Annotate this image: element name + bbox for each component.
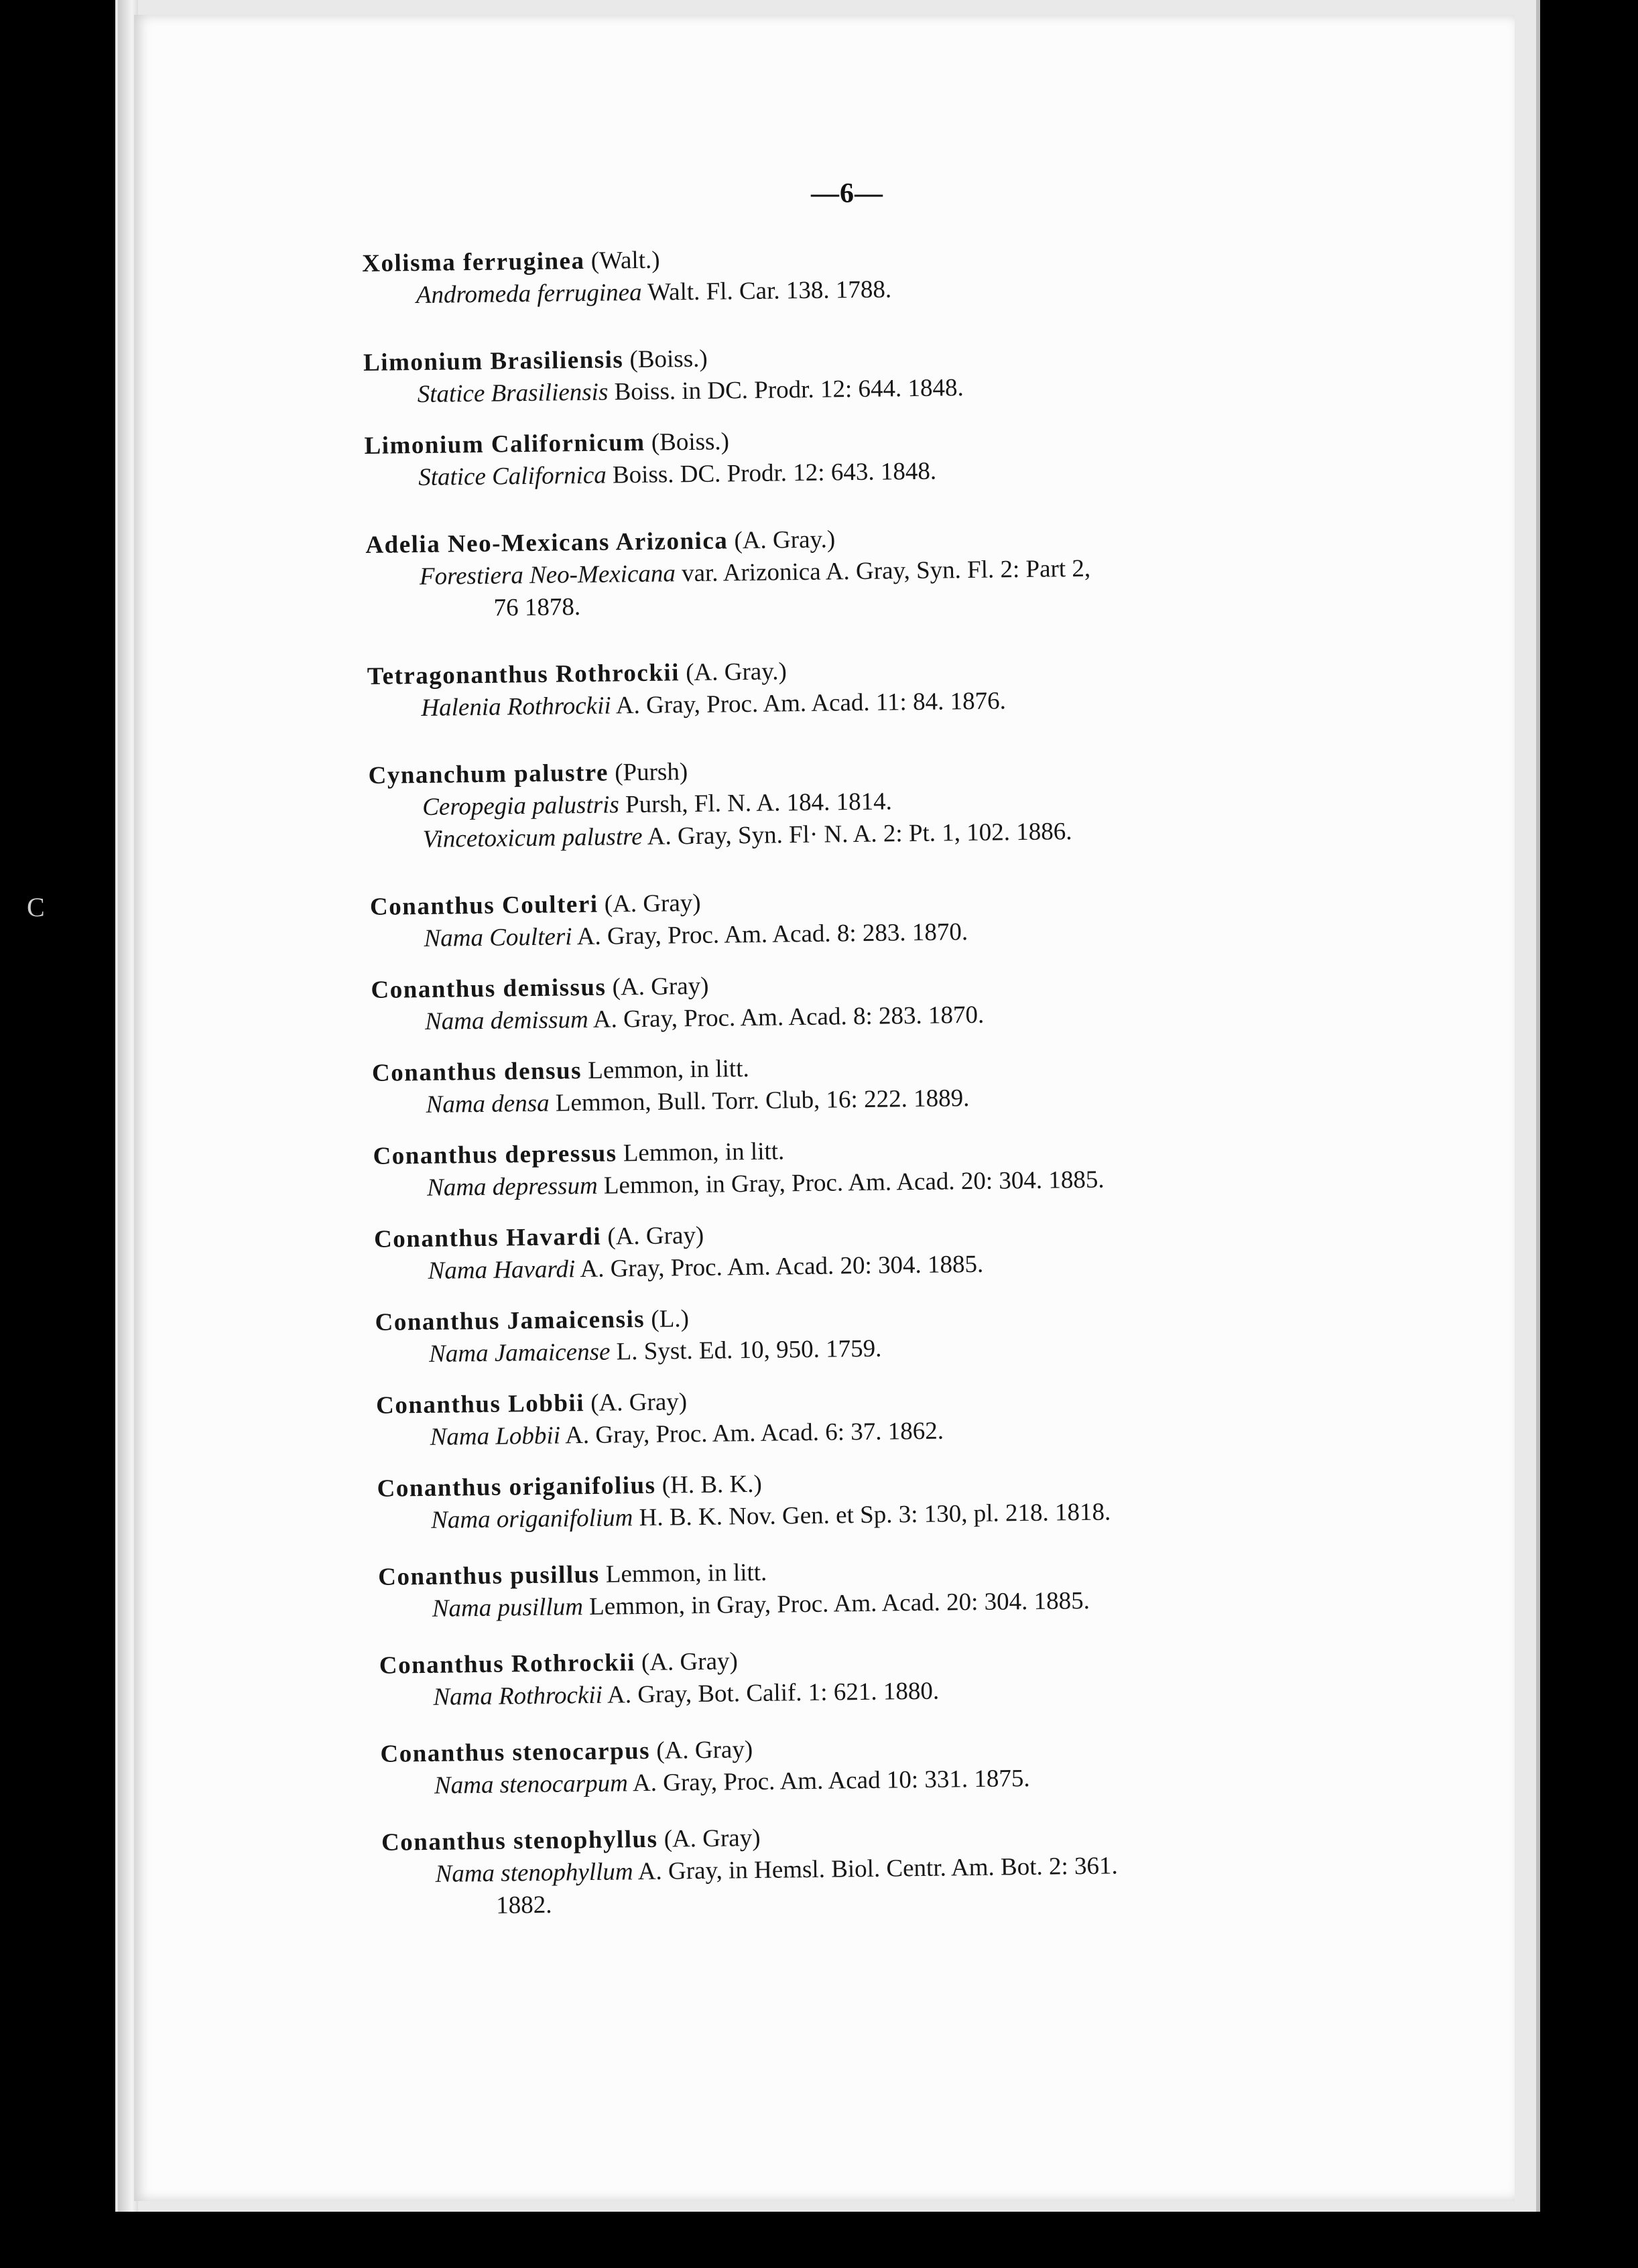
species-authority: (Boiss.) (651, 428, 730, 456)
synonym-binomial: Nama depressum (426, 1172, 598, 1202)
synonym-binomial: Nama stenocarpum (434, 1769, 629, 1800)
species-authority: (A. Gray) (612, 972, 709, 1001)
synonym-citation: L. Syst. Ed. 10, 950. 1759. (616, 1334, 882, 1366)
synonym-citation: Boiss. DC. Prodr. 12: 643. 1848. (612, 457, 937, 489)
species-name: Adelia Neo-Mexicans Arizonica (365, 527, 729, 559)
synonym-citation: Lemmon, Bull. Torr. Club, 16: 222. 1889. (555, 1084, 970, 1117)
synonym-binomial: Nama Coulteri (424, 923, 572, 952)
synonym-binomial: Nama stenophyllum (435, 1858, 633, 1888)
species-name: Conanthus demissus (371, 973, 607, 1004)
species-entry (365, 516, 1466, 626)
citation-continuation: 76 1878. (493, 593, 581, 622)
species-entry (375, 1294, 1474, 1371)
synonym-citation: A. Gray, Bot. Calif. 1: 621. 1880. (607, 1677, 940, 1709)
synonym-citation: A. Gray, Syn. Fl· N. A. 2: Pt. 1, 102. 1886. (647, 818, 1072, 850)
species-authority: (A. Gray) (656, 1736, 753, 1765)
margin-mark: C (27, 892, 45, 922)
synonym-citation: Walt. Fl. Car. 138. 1788. (647, 275, 892, 306)
species-name: Conanthus Coulteri (369, 890, 598, 921)
species-entry (376, 1377, 1476, 1454)
synonym-citation: Lemmon, in Gray, Proc. Am. Acad. 20: 304. 1885. (588, 1586, 1090, 1621)
species-name: Conanthus Jamaicensis (375, 1305, 645, 1336)
species-authority: (A. Gray) (607, 1221, 704, 1251)
species-name: Conanthus Rothrockii (379, 1649, 636, 1680)
species-name: Limonium Brasiliensis (363, 346, 624, 377)
synonym-binomial: Halenia Rothrockii (421, 692, 611, 722)
species-authority: (A. Gray.) (685, 657, 788, 687)
species-entry (363, 334, 1463, 412)
synonym-citation: A. Gray, Proc. Am. Acad 10: 331. 1875. (632, 1764, 1030, 1798)
species-name: Conanthus Havardi (373, 1222, 602, 1253)
synonym-binomial: Statice Californica (418, 461, 607, 491)
species-name: Limonium Californicum (364, 428, 645, 460)
species-authority: Lemmon, in litt. (587, 1055, 749, 1084)
species-entry (380, 1725, 1480, 1803)
species-authority: (Pursh) (614, 758, 688, 787)
species-name: Xolisma ferruginea (362, 247, 585, 277)
species-entry (374, 1210, 1474, 1288)
synonym-binomial: Nama Lobbii (430, 1422, 561, 1451)
synonym-binomial: Forestiera Neo-Mexicana (419, 560, 676, 590)
species-entry (371, 961, 1470, 1039)
synonym-citation: Pursh, Fl. N. A. 184. 1814. (625, 788, 893, 819)
species-authority: (A. Gray) (641, 1647, 739, 1677)
synonym-citation: A. Gray, Proc. Am. Acad. 11: 84. 1876. (615, 687, 1007, 720)
species-entry (367, 647, 1467, 725)
species-entry (368, 747, 1468, 857)
species-entry (377, 1460, 1476, 1537)
species-name: Conanthus stenocarpus (380, 1737, 651, 1768)
species-name: Conanthus densus (371, 1057, 582, 1087)
synonym-binomial: Statice Brasiliensis (417, 378, 609, 409)
species-authority: Lemmon, in litt. (605, 1558, 767, 1588)
species-name: Conanthus pusillus (377, 1560, 600, 1591)
synonym-binomial: Nama densa (426, 1089, 550, 1119)
species-entry (373, 1127, 1472, 1205)
species-entry (378, 1548, 1478, 1626)
species-name: Tetragonanthus Rothrockii (367, 659, 680, 690)
species-name: Conanthus stenophyllus (381, 1825, 658, 1856)
synonym-citation: A. Gray, Proc. Am. Acad. 8: 283. 1870. (576, 918, 968, 951)
species-entry (379, 1637, 1479, 1714)
synonym-binomial: Nama Rothrockii (433, 1681, 603, 1711)
page-number: —6— (811, 178, 883, 209)
synonym-citation: A. Gray, in Hemsl. Biol. Centr. Am. Bot. 2: 361. (637, 1852, 1119, 1886)
species-authority: (H. B. K.) (662, 1470, 763, 1499)
synonym-citation: Lemmon, in Gray, Proc. Am. Acad. 20: 304. 1885. (603, 1166, 1105, 1200)
species-authority: (L.) (651, 1305, 690, 1333)
species-authority: (A. Gray) (604, 889, 701, 918)
species-list (362, 235, 1481, 1924)
species-entry (381, 1814, 1482, 1924)
synonym-binomial: Andromeda ferruginea (416, 278, 642, 310)
citation-continuation: 1882. (495, 1891, 552, 1919)
synonym-binomial: Nama demissum (424, 1005, 588, 1035)
synonym-binomial: Nama Jamaicense (428, 1338, 611, 1368)
synonym-binomial: Nama Havardi (428, 1255, 576, 1285)
species-authority: (A. Gray.) (734, 525, 836, 555)
species-name: Conanthus origanifolius (377, 1471, 656, 1503)
synonym-citation: A. Gray, Proc. Am. Acad. 8: 283. 1870. (592, 1001, 985, 1033)
species-authority: (Walt.) (590, 246, 660, 275)
species-name: Conanthus Lobbii (375, 1389, 585, 1420)
species-authority: Lemmon, in litt. (623, 1137, 785, 1168)
synonym-binomial: Vincetoxicum palustre (422, 822, 643, 853)
synonym-citation: Boiss. in DC. Prodr. 12: 644. 1848. (614, 374, 964, 406)
synonym-citation: A. Gray, Proc. Am. Acad. 20: 304. 1885. (580, 1250, 984, 1283)
species-entry (372, 1044, 1472, 1122)
synonym-binomial: Ceropegia palustris (422, 791, 620, 821)
species-authority: (Boiss.) (629, 344, 708, 374)
species-entry (364, 417, 1464, 495)
species-entry (362, 235, 1462, 312)
species-authority: (A. Gray) (590, 1388, 688, 1417)
species-name: Conanthus depressus (373, 1139, 617, 1170)
synonym-citation: var. Arizonica A. Gray, Syn. Fl. 2: Part 2, (681, 554, 1091, 588)
species-name: Cynanchum palustre (368, 759, 609, 790)
synonym-citation: H. B. K. Nov. Gen. et Sp. 3: 130, pl. 218. 1818. (639, 1498, 1111, 1532)
synonym-citation: A. Gray, Proc. Am. Acad. 6: 37. 1862. (564, 1417, 944, 1450)
synonym-binomial: Nama pusillum (432, 1593, 584, 1623)
synonym-binomial: Nama origanifolium (430, 1504, 633, 1534)
species-entry (370, 878, 1470, 956)
species-authority: (A. Gray) (664, 1824, 761, 1853)
